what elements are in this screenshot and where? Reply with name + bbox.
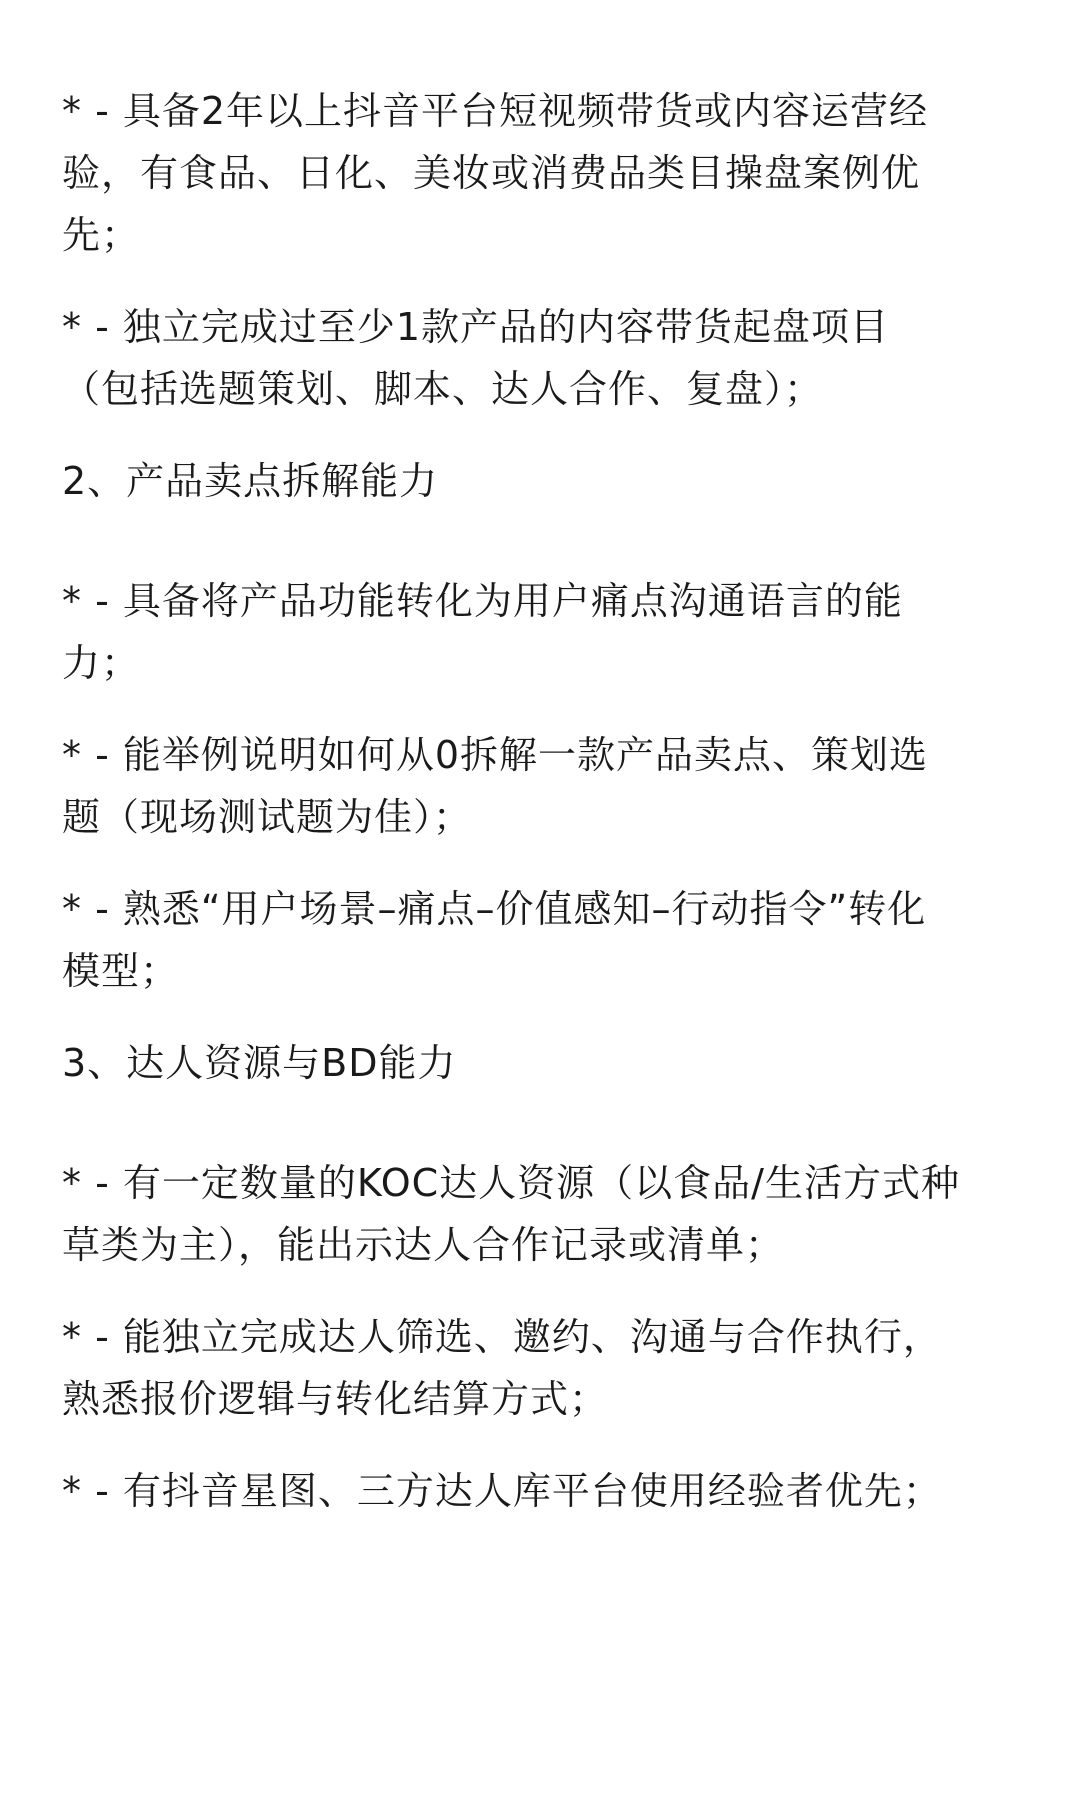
requirement-item [62, 1306, 1022, 1430]
section-heading: 3、达人资源与BD能力 [62, 1041, 457, 1085]
text-line: 先； [62, 213, 141, 257]
text-line: * - 具备2年以上抖音平台短视频带货或内容运营经 [62, 89, 929, 133]
requirement-item [62, 878, 1022, 1002]
requirement-item [62, 724, 1022, 848]
requirement-item [62, 80, 1022, 266]
text-line: 熟悉报价逻辑与转化结算方式； [62, 1377, 609, 1421]
text-line: 模型； [62, 949, 180, 993]
text-line: 草类为主），能出示达人合作记录或清单； [62, 1223, 785, 1267]
text-line: * - 有抖音星图、三方达人库平台使用经验者优先； [62, 1469, 942, 1513]
text-line: * - 能独立完成达人筛选、邀约、沟通与合作执行， [62, 1315, 942, 1359]
text-line: * - 有一定数量的KOC达人资源（以食品/生活方式种 [62, 1161, 960, 1205]
text-line: （包括选题策划、脚本、达人合作、复盘）； [62, 367, 824, 411]
text-line: * - 独立完成过至少1款产品的内容带货起盘项目 [62, 305, 890, 349]
requirement-item [62, 570, 1022, 694]
requirement-item [62, 296, 1022, 420]
section-heading: 2、产品卖点拆解能力 [62, 459, 439, 503]
text-line: 力； [62, 641, 141, 685]
text-line: * - 熟悉“用户场景–痛点–价值感知–行动指令”转化 [62, 887, 927, 931]
text-line: 题（现场测试题为佳）； [62, 795, 473, 839]
text-line: * - 能举例说明如何从0拆解一款产品卖点、策划选 [62, 733, 929, 777]
text-line: 验，有食品、日化、美妆或消费品类目操盘案例优 [62, 151, 921, 195]
text-line: * - 具备将产品功能转化为用户痛点沟通语言的能 [62, 579, 903, 623]
requirement-item [62, 1460, 1022, 1522]
requirement-item [62, 1152, 1022, 1276]
document-body [62, 80, 1022, 1552]
